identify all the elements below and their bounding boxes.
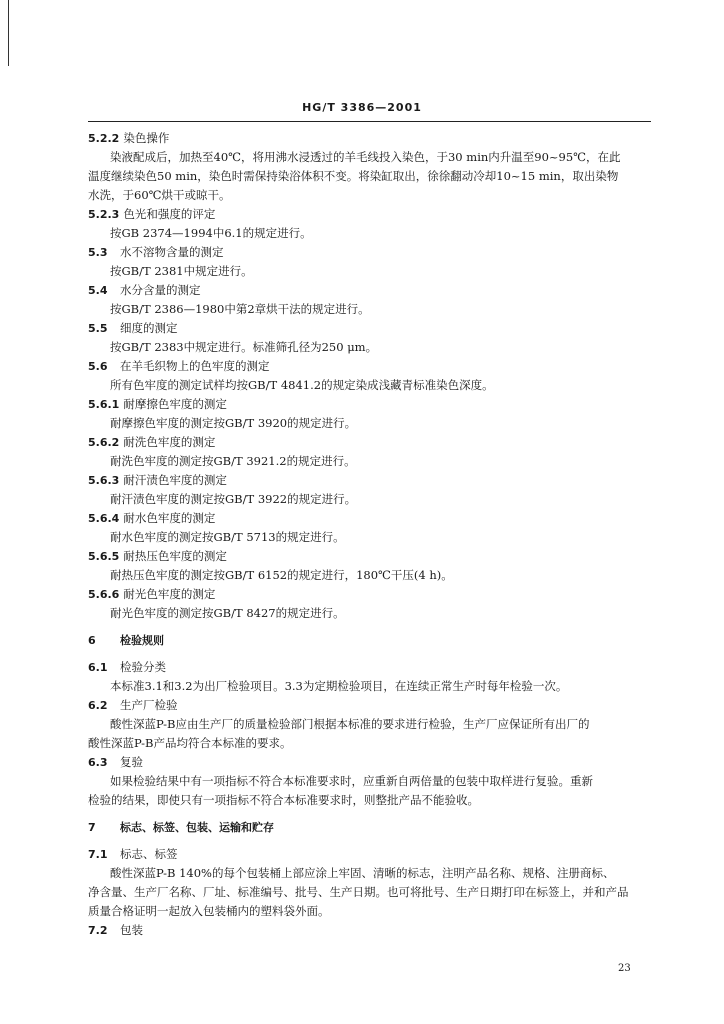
clause-number: 5.6 <box>88 360 108 373</box>
clause-heading <box>88 585 654 604</box>
clause-number: 6 <box>88 634 96 647</box>
clause-number: 6.1 <box>88 661 108 674</box>
clause-number: 6.2 <box>88 699 108 712</box>
clause-title: 细度的测定 <box>120 321 178 335</box>
clause-title: 复验 <box>120 755 143 769</box>
paragraph-line: 如果检验结果中有一项指标不符合本标准要求时，应重新自两倍量的包装中取样进行复验。重新 <box>110 774 593 788</box>
paragraph-line: 耐热压色牢度的测定按GB/T 6152的规定进行，180℃干压(4 h)。 <box>110 568 453 582</box>
clause-heading <box>88 696 654 715</box>
paragraph-line: 按GB/T 2383中规定进行。标准筛孔径为250 μm。 <box>110 340 378 354</box>
clause-number: 5.4 <box>88 284 108 297</box>
clause-number: 5.3 <box>88 246 108 259</box>
clause-heading <box>88 509 654 528</box>
clause-number: 7.1 <box>88 848 108 861</box>
paragraph-line: 按GB/T 2381中规定进行。 <box>110 264 253 278</box>
paragraph-line: 耐摩擦色牢度的测定按GB/T 3920的规定进行。 <box>110 416 357 430</box>
paragraph-line: 按GB 2374—1994中6.1的规定进行。 <box>110 226 312 240</box>
clause-heading <box>88 433 654 452</box>
clause-number: 5.2.2 <box>88 132 120 145</box>
section-heading <box>88 818 654 837</box>
clause-title: 耐热压色牢度的测定 <box>123 549 227 563</box>
clause-title: 染色操作 <box>123 131 170 145</box>
paragraph-continuation: 检验的结果，即使只有一项指标不符合本标准要求时，则整批产品不能验收。 <box>88 793 479 807</box>
section-heading <box>88 631 654 650</box>
paragraph-line: 耐光色牢度的测定按GB/T 8427的规定进行。 <box>110 606 345 620</box>
clause-number: 5.6.2 <box>88 436 120 449</box>
clause-number: 6.3 <box>88 756 108 769</box>
clause-number: 5.6.6 <box>88 588 120 601</box>
section-gap <box>88 623 654 631</box>
paragraph-continuation: 温度继续染色50 min，染色时需保持染浴体积不变。将染缸取出，徐徐翻动冷却10~15 min，取出染物 <box>88 169 619 183</box>
clause-heading <box>88 243 654 262</box>
clause-number: 5.6.3 <box>88 474 120 487</box>
paragraph-line: 按GB/T 2386—1980中第2章烘干法的规定进行。 <box>110 302 370 316</box>
clause-heading <box>88 547 654 566</box>
clause-title: 耐摩擦色牢度的测定 <box>123 397 227 411</box>
clause-number: 5.6.5 <box>88 550 120 563</box>
section-gap <box>88 810 654 818</box>
clause-heading <box>88 357 654 376</box>
clause-title: 标志、标签、包装、运输和贮存 <box>120 821 274 834</box>
clause-number: 7 <box>88 821 96 834</box>
clause-title: 耐光色牢度的测定 <box>123 587 216 601</box>
clause-heading <box>88 845 654 864</box>
clause-title: 水不溶物含量的测定 <box>120 245 224 259</box>
paragraph-continuation: 酸性深蓝P-B产品均符合本标准的要求。 <box>88 736 292 750</box>
clause-title: 耐汗渍色牢度的测定 <box>123 473 227 487</box>
clause-heading <box>88 205 654 224</box>
clause-heading <box>88 395 654 414</box>
clause-title: 耐水色牢度的测定 <box>123 511 216 525</box>
clause-heading <box>88 129 654 148</box>
clause-number: 5.6.4 <box>88 512 120 525</box>
page-number: 23 <box>618 963 631 974</box>
clause-title: 生产厂检验 <box>120 698 178 712</box>
clause-heading <box>88 921 654 940</box>
clause-heading <box>88 753 654 772</box>
paragraph-line: 本标准3.1和3.2为出厂检验项目。3.3为定期检验项目，在连续正常生产时每年检验一次。 <box>110 679 568 693</box>
clause-number: 5.2.3 <box>88 208 120 221</box>
paragraph-line: 酸性深蓝P-B应由生产厂的质量检验部门根据本标准的要求进行检验，生产厂应保证所有出厂的 <box>110 717 590 731</box>
clause-title: 包装 <box>120 923 143 937</box>
section-gap <box>88 650 654 658</box>
clause-number: 7.2 <box>88 924 108 937</box>
clause-title: 检验规则 <box>120 634 164 647</box>
clause-title: 在羊毛织物上的色牢度的测定 <box>120 359 270 373</box>
paragraph-continuation: 水洗，于60℃烘干或晾干。 <box>88 188 231 202</box>
clause-heading <box>88 471 654 490</box>
paragraph-continuation: 净含量、生产厂名称、厂址、标准编号、批号、生产日期。也可将批号、生产日期打印在标签上，并和产品 <box>88 885 629 899</box>
paragraph-continuation: 质量合格证明一起放入包装桶内的塑料袋外面。 <box>88 904 330 918</box>
paragraph-line: 酸性深蓝P-B 140%的每个包装桶上部应涂上牢固、清晰的标志，注明产品名称、规格、注册商标、 <box>110 866 615 880</box>
clause-heading <box>88 658 654 677</box>
clause-title: 色光和强度的评定 <box>123 207 216 221</box>
scan-edge-line <box>8 0 9 66</box>
paragraph-line: 染液配成后，加热至40℃，将用沸水浸透过的羊毛线投入染色，于30 min内升温至90~95℃，在此 <box>110 150 621 164</box>
page-header: HG/T 3386—2001 <box>302 101 422 114</box>
clause-title: 水分含量的测定 <box>120 283 201 297</box>
clause-number: 5.6.1 <box>88 398 120 411</box>
document-body <box>88 129 654 940</box>
clause-heading <box>88 319 654 338</box>
header-rule <box>88 121 651 122</box>
clause-title: 耐洗色牢度的测定 <box>123 435 216 449</box>
paragraph-line: 耐汗渍色牢度的测定按GB/T 3922的规定进行。 <box>110 492 357 506</box>
section-gap <box>88 837 654 845</box>
clause-title: 检验分类 <box>120 660 166 674</box>
paragraph-line: 耐水色牢度的测定按GB/T 5713的规定进行。 <box>110 530 345 544</box>
clause-title: 标志、标签 <box>120 847 178 861</box>
clause-number: 5.5 <box>88 322 108 335</box>
paragraph-line: 耐洗色牢度的测定按GB/T 3921.2的规定进行。 <box>110 454 356 468</box>
clause-heading <box>88 281 654 300</box>
paragraph-line: 所有色牢度的测定试样均按GB/T 4841.2的规定染成浅藏青标准染色深度。 <box>110 378 494 392</box>
